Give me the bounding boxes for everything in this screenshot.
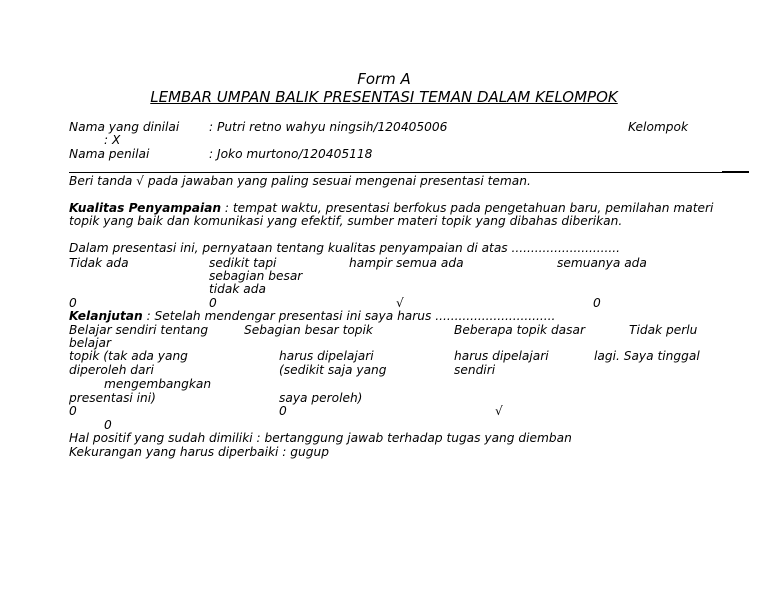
kelanjutan-col1-line5: mengembangkan [104,377,212,391]
kelanjutan-col1-line6: presentasi ini) [69,391,156,405]
kualitas-mark-3: √ [396,296,404,310]
kualitas-desc: : tempat waktu, presentasi berfokus pada pengetahuan baru, pemilahan materi [221,201,714,215]
kelanjutan-line [69,309,555,323]
kelanjutan-mark-1: 0 [69,404,77,418]
penilai-value: : Joko murtono/120405118 [209,147,373,161]
kelanjutan-col2-line3: (sedikit saja yang [279,363,387,377]
instruction-text: Beri tanda √ pada jawaban yang paling sesuai mengenai presentasi teman. [69,174,531,188]
kualitas-option-2c: tidak ada [209,282,266,296]
kelanjutan-col2-line4: saya peroleh) [279,391,363,405]
kelanjutan-col4-line2: lagi. Saya tinggal [594,349,700,363]
kelanjutan-col1-line3: topik (tak ada yang [69,349,188,363]
kualitas-mark-2: 0 [209,296,217,310]
kelanjutan-col1-line2: belajar [69,336,111,350]
kualitas-option-4: semuanya ada [557,256,647,270]
kelanjutan-col3-line1: Beberapa topik dasar [454,323,585,337]
kualitas-heading: Kualitas Penyampaian [69,201,222,215]
kelanjutan-col2-line1: Sebagian besar topik [244,323,373,337]
dinilai-label: Nama yang dinilai [69,120,180,134]
kelompok-label: Kelompok [628,120,689,134]
form-label: Form A [357,70,411,88]
kualitas-mark-4: 0 [593,296,601,310]
kualitas-line [69,201,713,215]
kekurangan-text: Kekurangan yang harus diperbaiki : gugup [69,445,329,459]
kualitas-desc-2: topik yang baik dan komunikasi yang efektif, sumber materi topik yang dibahas diberikan. [69,214,623,228]
kelanjutan-col1-line4: diperoleh dari [69,363,154,377]
kelanjutan-col3-line3: sendiri [454,363,496,377]
divider-line-accent [722,171,749,173]
divider-line [69,172,749,173]
kelanjutan-col1-line1: Belajar sendiri tentang [69,323,209,337]
penilai-label: Nama penilai [69,147,150,161]
kelompok-value: : X [104,133,121,147]
kelanjutan-mark-2: 0 [279,404,287,418]
kelanjutan-heading: Kelanjutan [69,309,143,323]
page-title: LEMBAR UMPAN BALIK PRESENTASI TEMAN DALAM KELOMPOK [150,88,618,106]
kualitas-option-1: Tidak ada [69,256,129,270]
kelanjutan-mark-4: 0 [104,418,112,432]
kelanjutan-desc: : Setelah mendengar presentasi ini saya harus ............................... [142,309,556,323]
kualitas-statement: Dalam presentasi ini, pernyataan tentang kualitas penyampaian di atas ............................ [69,241,620,255]
kualitas-option-2a: sedikit tapi [209,256,277,270]
kualitas-option-2b: sebagian besar [209,269,303,283]
hal-positif-text: Hal positif yang sudah dimiliki : bertanggung jawab terhadap tugas yang diemban [69,431,572,445]
kelanjutan-col3-line2: harus dipelajari [454,349,549,363]
kelanjutan-col4-line1: Tidak perlu [629,323,698,337]
dinilai-value: : Putri retno wahyu ningsih/120405006 [209,120,448,134]
kualitas-option-3: hampir semua ada [349,256,464,270]
kualitas-mark-1: 0 [69,296,77,310]
kelanjutan-col2-line2: harus dipelajari [279,349,374,363]
kelanjutan-mark-3: √ [495,404,503,418]
